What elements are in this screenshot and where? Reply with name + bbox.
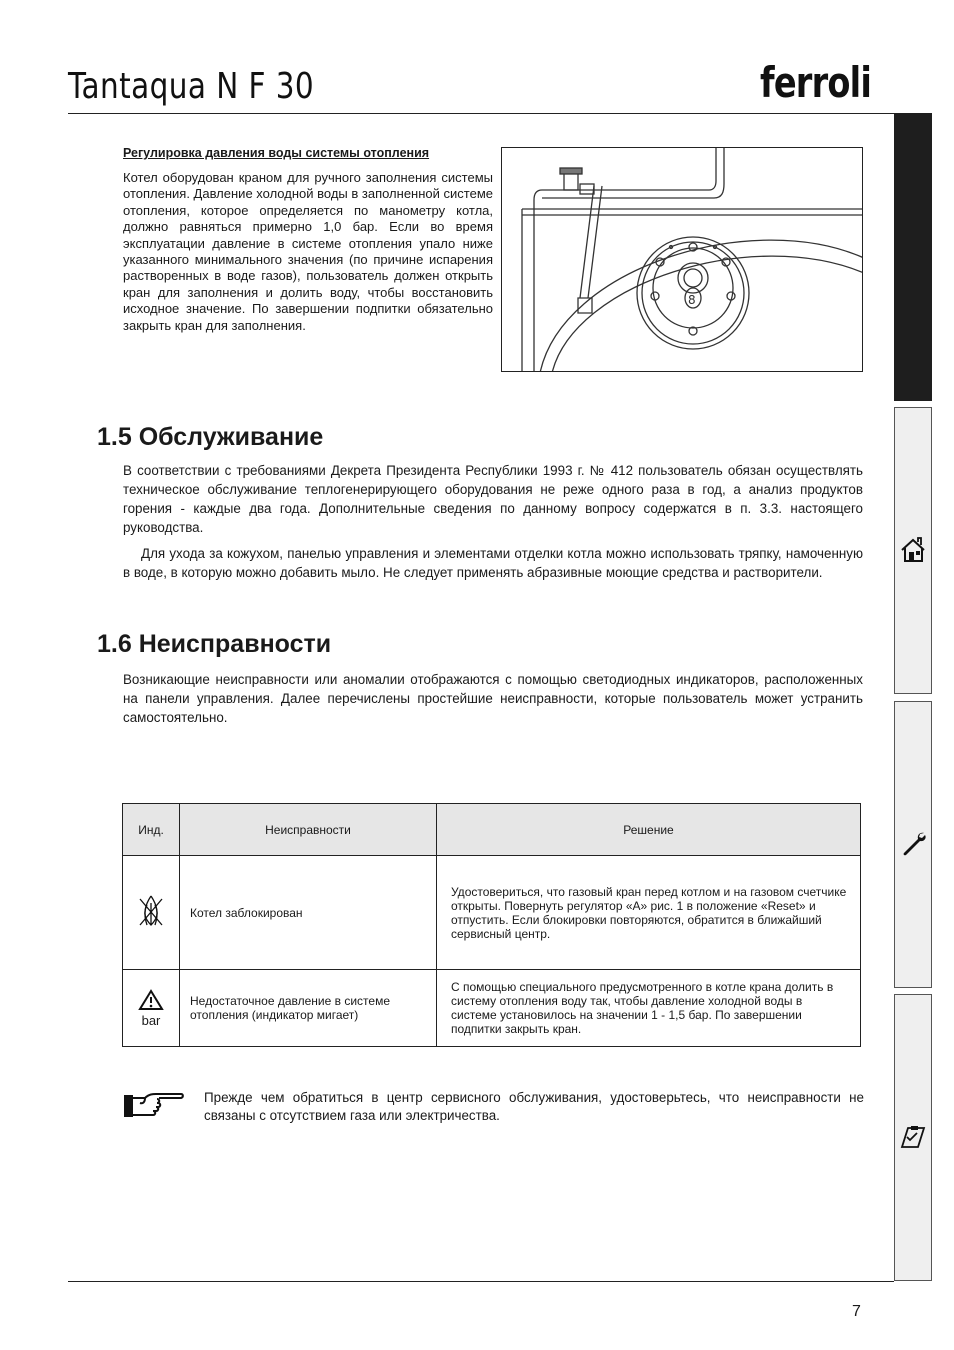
- fill-pressure-text: Котел оборудован краном для ручного заполнения системы отопления. Давление холодной воды в заполненной системе отопления, которое определяется по манометру котла, должно равняться примерно 1,0 бар. Если во время эксплуатации давление в системе отопления упало ниже указанного минимального значения (по причине испарения растворенных в воде газов), пользователь должен открыть кран для заполнения и долить воду, чтобы восстановить исходное значение. По завершении подпитки обязательно закрыть кран для заполнения.: [123, 170, 493, 333]
- fill-pressure-heading: Регулировка давления воды системы отопления: [123, 146, 430, 160]
- footer-rule: [68, 1281, 894, 1282]
- section-1-5-heading: 1.5 Обслуживание: [97, 423, 324, 451]
- svg-text:8: 8: [688, 293, 696, 307]
- low-pressure-warning-icon: [138, 989, 164, 1011]
- clipboard-icon: [900, 1123, 928, 1151]
- maintenance-paragraph-1: В соответствии с требованиями Декрета Президента Республики 1993 г. № 412 пользователь обязан осуществлять техническое обслуживание теплогенерирующего оборудования не реже одного раза в год, а анализ продуктов горения - каждые два года. Дополнительные сведения по данному вопросу содержатся в п. 3.3. настоящего руководства.: [123, 463, 863, 535]
- solution-cell: [437, 970, 861, 1047]
- faults-paragraph-1: Возникающие неисправности или аномалии отображаются с помощью светодиодных индикаторов, расположенных на панели управления. Далее перечислены простейшие неисправности, которые пользователь может устранить самостоятельно.: [123, 672, 863, 725]
- table-header-solution: Решение: [437, 804, 861, 856]
- ferroli-logo: ferroli: [760, 58, 872, 107]
- burner-lockout-icon: [137, 893, 165, 929]
- house-user-icon: [900, 536, 928, 564]
- side-tab-user-active[interactable]: [894, 113, 932, 401]
- fault-text: Котел заблокирован: [190, 905, 303, 920]
- page-number: 7: [852, 1303, 861, 1320]
- table-header-fault: Неисправности: [180, 804, 437, 856]
- bar-label: bar: [141, 1013, 161, 1028]
- table-row: [123, 970, 861, 1047]
- fault-cell: [180, 856, 437, 970]
- document-title: Tantaqua N F 30: [68, 66, 315, 107]
- solution-cell: [437, 856, 861, 970]
- boiler-diagram: [502, 148, 863, 372]
- indicator-cell: [123, 856, 180, 970]
- wrench-icon: [900, 830, 928, 858]
- fault-text: Недостаточное давление в системе отопления (индикатор мигает): [190, 994, 391, 1022]
- header-rule: [68, 113, 894, 114]
- table-header-row: [123, 804, 861, 856]
- side-tab-user[interactable]: [894, 407, 932, 694]
- indicator-cell: [123, 970, 180, 1047]
- section-1-6-heading: 1.6 Неисправности: [97, 630, 332, 658]
- fault-cell: [180, 970, 437, 1047]
- solution-text: С помощью специального предусмотренного в котле крана долить в систему отопления воду так, чтобы давление холодной воды в системе установилось на значении 1 - 1,5 бар. По завершении подпитки закрыть кран.: [451, 980, 834, 1036]
- solution-text: Удостовериться, что газовый кран перед котлом и на газовом счетчике открыты. Повернуть регулятор «А» рис. 1 в положение «Reset» и отпустить. Если блокировки повторяются, обратится в ближайший сервисный центр.: [451, 884, 847, 941]
- pointing-hand-icon: [123, 1090, 185, 1120]
- fault-table: [122, 803, 861, 1047]
- maintenance-paragraph-2: Для ухода за кожухом, панелью управления и элементами отделки котла можно использовать тряпку, намоченную в воде, в которую можно добавить мыло. Не следует применять абразивные моющие средства и растворители.: [123, 546, 863, 580]
- table-row: [123, 856, 861, 970]
- boiler-fill-tap-figure: [501, 147, 863, 372]
- side-tab-specs[interactable]: [894, 994, 932, 1281]
- side-tab-service[interactable]: [894, 701, 932, 988]
- service-note-text: Прежде чем обратиться в центр сервисного обслуживания, удостоверьтесь, что неисправности не связаны с отсутствием газа или электричества.: [204, 1090, 864, 1123]
- table-header-indicator: Инд.: [123, 804, 180, 856]
